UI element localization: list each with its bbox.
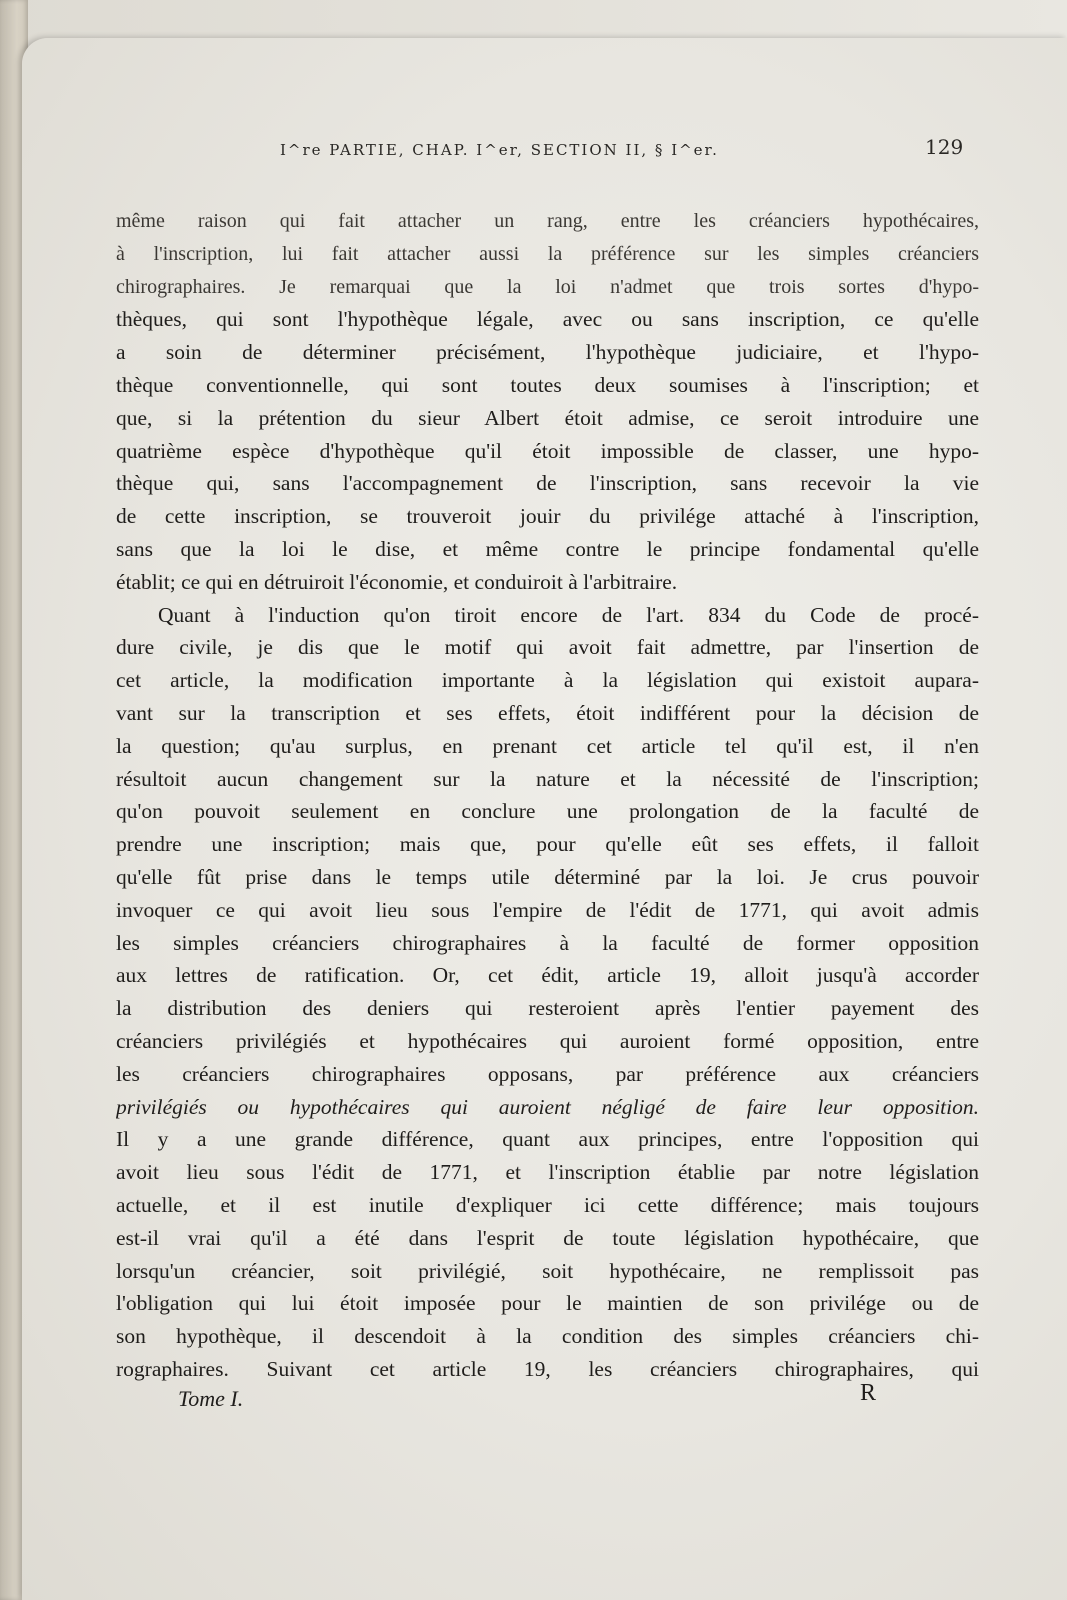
text-line: rographaires. Suivant cet article 19, les créanciers chirographaires, qui <box>116 1356 979 1381</box>
text-line: invoquer ce qui avoit lieu sous l'empire de l'édit de 1771, qui avoit admis <box>116 897 979 922</box>
text-line: thèques, qui sont l'hypothèque légale, avec ou sans inscription, ce qu'elle <box>116 307 979 332</box>
text-line: la question; qu'au surplus, en prenant cet article tel qu'il est, il n'en <box>116 733 979 758</box>
text-line: la distribution des deniers qui resteroient après l'entier payement des <box>116 996 979 1021</box>
text-line: actuelle, et il est inutile d'expliquer ici cette différence; mais toujours <box>116 1192 979 1217</box>
text-line: que, si la prétention du sieur Albert étoit admise, ce seroit introduire une <box>116 405 979 430</box>
volume-label: Tome I. <box>178 1386 244 1411</box>
text-line: dure civile, je dis que le motif qui avoit fait admettre, par l'insertion de <box>116 635 979 660</box>
text-line: chirographaires. Je remarquai que la loi n'admet que trois sortes d'hypo- <box>116 275 979 298</box>
running-head: I^re PARTIE, CHAP. I^er, SECTION II, § I^er. <box>280 141 719 159</box>
page-header <box>280 135 980 175</box>
text-line: résultoit aucun changement sur la nature et la nécessité de l'inscription; <box>116 766 979 791</box>
signature-mark: R <box>860 1380 877 1406</box>
body-text <box>116 205 979 1386</box>
text-line: à l'inscription, lui fait attacher aussi la préférence sur les simples créanciers <box>116 242 979 265</box>
text-line: cet article, la modification importante à la législation qui existoit aupara- <box>116 668 979 693</box>
text-line: sans que la loi le dise, et même contre le principe fondamental qu'elle <box>116 536 979 561</box>
text-line: thèque conventionnelle, qui sont toutes deux soumises à l'inscription; et <box>116 372 979 397</box>
page-number: 129 <box>925 135 964 159</box>
text-line: créanciers privilégiés et hypothécaires qui auroient formé opposition, entre <box>116 1028 979 1053</box>
text-line: de cette inscription, se trouveroit jouir du privilége attaché à l'inscription, <box>116 504 979 529</box>
text-line: Il y a une grande différence, quant aux principes, entre l'opposition qui <box>116 1127 979 1152</box>
text-line: qu'elle fût prise dans le temps utile déterminé par la loi. Je crus pouvoir <box>116 864 979 889</box>
text-line: lorsqu'un créancier, soit privilégié, soit hypothécaire, ne remplissoit pas <box>116 1258 979 1283</box>
text-line: même raison qui fait attacher un rang, entre les créanciers hypothécaires, <box>116 210 979 232</box>
text-line: avoit lieu sous l'édit de 1771, et l'inscription établie par notre législation <box>116 1160 979 1185</box>
text-line: privilégiés ou hypothécaires qui auroient négligé de faire leur opposition. <box>116 1094 979 1119</box>
page-footer <box>116 1380 979 1426</box>
text-line: Quant à l'induction qu'on tiroit encore de l'art. 834 du Code de procé- <box>158 602 979 627</box>
text-line: l'obligation qui lui étoit imposée pour le maintien de son privilége ou de <box>116 1291 979 1316</box>
text-line: les simples créanciers chirographaires à la faculté de former opposition <box>116 930 979 955</box>
text-line: est-il vrai qu'il a été dans l'esprit de toute législation hypothécaire, que <box>116 1225 979 1250</box>
text-line: aux lettres de ratification. Or, cet édit, article 19, alloit jusqu'à accorder <box>116 963 979 988</box>
text-line: a soin de déterminer précisément, l'hypothèque judiciaire, et l'hypo- <box>116 340 979 365</box>
text-line: quatrième espèce d'hypothèque qu'il étoit impossible de classer, une hypo- <box>116 438 979 463</box>
text-line: qu'on pouvoit seulement en conclure une prolongation de la faculté de <box>116 799 979 824</box>
text-line: prendre une inscription; mais que, pour qu'elle eût ses effets, il falloit <box>116 832 979 857</box>
text-line: établit; ce qui en détruiroit l'économie, et conduiroit à l'arbitraire. <box>116 569 678 594</box>
text-line: les créanciers chirographaires opposans, par préférence aux créanciers <box>116 1061 979 1086</box>
text-line: vant sur la transcription et ses effets, étoit indifférent pour la décision de <box>116 700 979 725</box>
text-line: thèque qui, sans l'accompagnement de l'inscription, sans recevoir la vie <box>116 471 979 496</box>
text-line: son hypothèque, il descendoit à la condition des simples créanciers chi- <box>116 1324 979 1349</box>
